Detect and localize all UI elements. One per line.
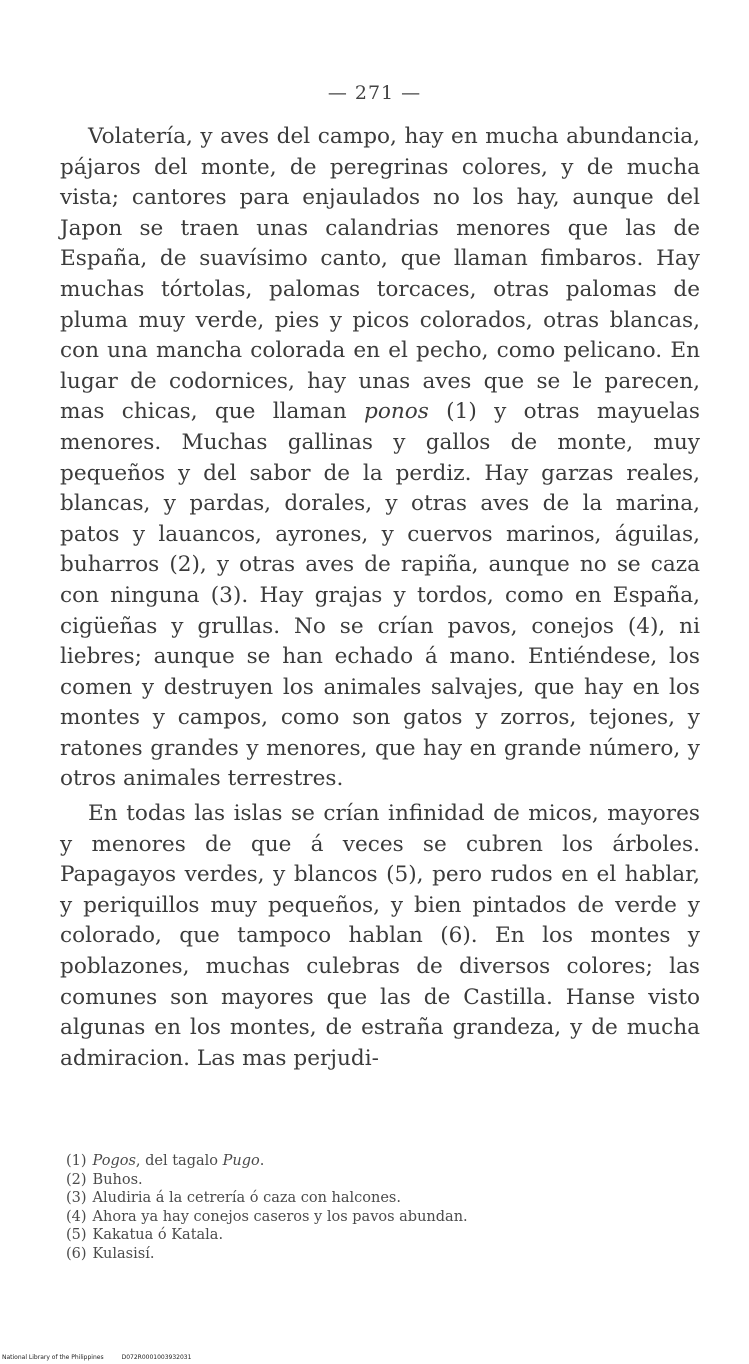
library-name: National Library of the Philippines (2, 1354, 104, 1361)
paragraph (60, 122, 700, 795)
footnote-marker: (5) (66, 1227, 87, 1243)
footnote-italic: Pugo (222, 1153, 260, 1169)
footnote (66, 1226, 686, 1245)
footnote-marker: (3) (66, 1190, 87, 1206)
text-segment: (1) y otras mayuelas menores. Muchas gallinas y gallos de monte, muy pequeños y del sabor de la perdiz. Hay garzas reales, blancas, y pardas, dorales, y otras aves de la marina, patos y lauancos, ayrones, y cuervos marinos, águilas, buharros (2), y otras aves de rapiña, aunque no se caza con ninguna (3). Hay grajas y tordos, como en España, cigüeñas y grullas. No se crían pavos, conejos (4), ni liebres; aunque se han echado á mano. Entiéndese, los comen y destruyen los animales salvajes, que hay en los montes y campos, como son gatos y zorros, tejones, y ratones grandes y menores, que hay en grande número, y otros animales terrestres. (60, 399, 700, 792)
scan-code: D072R0001003932031 (121, 1354, 192, 1361)
footnotes (66, 1152, 686, 1263)
footnote-marker: (4) (66, 1208, 87, 1225)
footnote-text: Buhos. (92, 1171, 143, 1188)
footnote-text: Ahora ya hay conejos caseros y los pavos abundan. (92, 1208, 468, 1225)
footnote-marker: (1) (66, 1153, 87, 1169)
italic-term: ponos (364, 399, 429, 425)
footnote-italic: Pogos (92, 1153, 136, 1169)
body-text (60, 122, 700, 1074)
footnote-text: . (259, 1153, 265, 1169)
footnote (66, 1189, 686, 1208)
footnote-marker: (6) (66, 1245, 87, 1262)
paragraph (60, 799, 700, 1074)
footnote-text: Kulasisí. (92, 1245, 155, 1262)
footnote-text: , del tagalo (135, 1153, 223, 1169)
footnote-text: Aludiria á la cetrería ó caza con halcones. (92, 1190, 401, 1206)
footnote-marker: (2) (66, 1171, 87, 1188)
library-credit (2, 1354, 191, 1361)
page-number: — 271 — (327, 82, 422, 104)
footnote (66, 1208, 686, 1227)
footnote-text: Kakatua ó Katala. (92, 1227, 224, 1243)
text-segment: Volatería, y aves del campo, hay en mucha abundancia, pájaros del monte, de peregrinas colores, y de mucha vista; cantores para enjaulados no los hay, aunque del Japon se traen unas calandrias menores que las de España, de suavísimo canto, que llaman fimbaros. Hay muchas tórtolas, palomas torcaces, otras palomas de pluma muy verde, pies y picos colorados, otras blancas, con una mancha colorada en el pecho, como pelicano. En lugar de codornices, hay unas aves que se le parecen, mas chicas, que llaman (60, 124, 700, 425)
footnote (66, 1152, 686, 1171)
footnote (66, 1171, 686, 1190)
footnote (66, 1245, 686, 1264)
text-segment: En todas las islas se crían infinidad de micos, mayores y menores de que á veces se cubren los árboles. Papagayos verdes, y blancos (5), pero rudos en el hablar, y periquillos muy pequeños, y bien pintados de verde y colorado, que tampoco hablan (6). En los montes y poblazones, muchas culebras de diversos colores; las comunes son mayores que las de Castilla. Hanse visto algunas en los montes, de estraña grandeza, y de mucha admiracion. Las mas perjudi- (60, 801, 700, 1071)
